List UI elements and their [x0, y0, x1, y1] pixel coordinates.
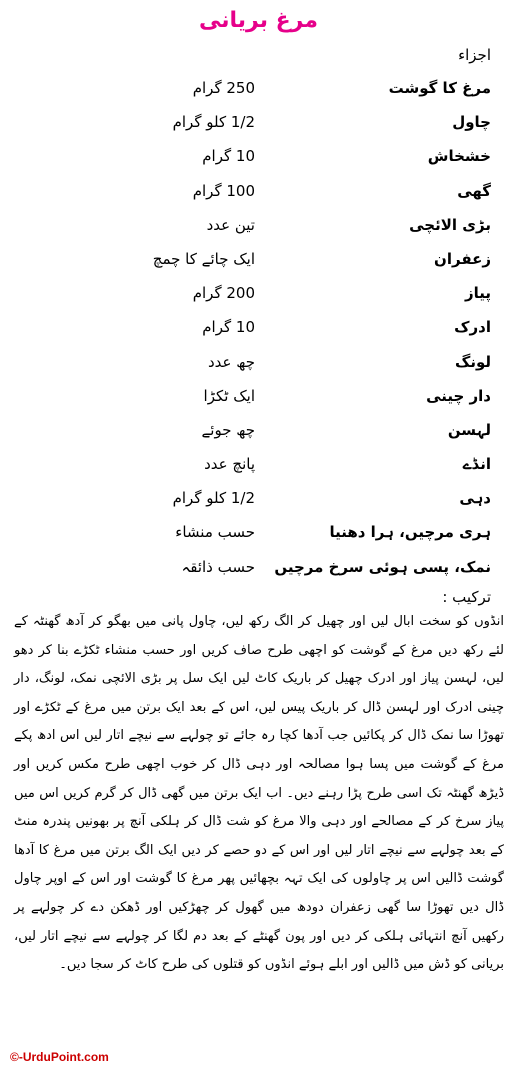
ingredient-quantity: حسب ذائقہ [181, 557, 255, 576]
ingredient-row [0, 489, 517, 523]
ingredient-quantity: 200 گرام [192, 284, 255, 303]
ingredient-row [0, 421, 517, 455]
ingredient-quantity: تین عدد [206, 215, 255, 234]
ingredient-row [0, 523, 517, 557]
ingredient-name: بڑی الائچی [409, 215, 491, 234]
ingredient-row [0, 455, 517, 489]
ingredient-quantity: حسب منشاء [175, 523, 255, 542]
ingredient-quantity: پانچ عدد [204, 455, 255, 474]
ingredient-name: ادرک [454, 318, 491, 337]
ingredient-name: دہی [459, 489, 491, 508]
ingredient-quantity: چھ جوئے [201, 420, 255, 439]
ingredient-row [0, 182, 517, 216]
method-label: ترکیب : [442, 588, 491, 606]
ingredient-row [0, 147, 517, 181]
ingredient-name: خشخاش [427, 147, 491, 166]
ingredient-row [0, 387, 517, 421]
ingredient-name: پیاز [464, 284, 491, 303]
ingredient-row [0, 250, 517, 284]
ingredient-row [0, 113, 517, 147]
ingredient-row [0, 353, 517, 387]
ingredient-name: چاول [452, 113, 491, 132]
ingredient-name: ہری مرچیں، ہرا دھنیا [329, 523, 491, 542]
ingredient-row [0, 284, 517, 318]
page-title: مرغ بریانی [199, 8, 318, 33]
ingredient-row [0, 79, 517, 113]
ingredient-quantity: 250 گرام [192, 79, 255, 97]
ingredient-quantity: 1/2 کلو گرام [172, 489, 255, 508]
ingredient-name: لونگ [454, 352, 491, 371]
ingredient-row [0, 558, 517, 592]
ingredient-quantity: ایک چائے کا چمچ [152, 249, 255, 268]
ingredient-quantity: چھ عدد [207, 352, 255, 371]
ingredient-row [0, 216, 517, 250]
ingredient-name: انڈے [462, 455, 491, 474]
ingredient-name: لہسن [447, 420, 491, 439]
ingredient-name: زعفران [434, 249, 491, 268]
ingredient-quantity: ایک ٹکڑا [203, 386, 255, 405]
ingredient-row [0, 318, 517, 352]
copyright-footer: ©-UrduPoint.com [10, 1050, 109, 1064]
ingredient-quantity: 1/2 کلو گرام [172, 113, 255, 132]
ingredient-name: گھی [457, 181, 491, 200]
ingredients-list [0, 79, 517, 592]
ingredient-quantity: 100 گرام [192, 181, 255, 200]
ingredient-name: نمک، پسی ہوئی سرخ مرچیں [274, 557, 491, 576]
ingredient-quantity: 10 گرام [202, 318, 255, 337]
ingredient-name: دار چینی [426, 386, 491, 405]
method-text: انڈوں کو سخت ابال لیں اور چھیل کر الگ رکھ لیں، چاول پانی میں بھگو کر آدھ گھنٹہ کے لئے رکھ دیں مرغ کے گوشت کو اچھی طرح صاف کریں اور حسب منشاء ٹکڑے بنا کر دھو لیں، لہسن پیاز اور ادرک چھیل کر باریک کاٹ لیں ایک سل پر بڑی الائچی نمک، لونگ، دار چینی ادرک اور لہسن ڈال کر باریک پیس لیں، اس کے بعد ایک برتن میں مرغ کے ٹکڑے اور تھوڑا سا نمک ڈال کر پکائیں جب آدھا کچا رہ جائے تو چولہے سے نیچے اتار لیں اس ادھ پکے مرغ کے گوشت میں پسا ہوا مصالحہ اور دہی ڈال کر خوب اچھی طرح مکس کریں اور ڈیڑھ گھنٹہ تک اسی طرح پڑا رہنے دیں۔ اب ایک برتن میں گھی ڈال کر گرم کریں اس میں پیاز سرخ کر کے مصالحے اور دہی والا مرغ کو شت ڈال کر ہلکی آنچ پر بھونیں پندرہ منٹ کے بعد چولہے سے نیچے اتار لیں اور اس کے دو حصے کر دیں ایک الگ برتن میں مرغ کا آدھا گوشت ڈالیں اس پر چاولوں کی ایک تہہ بچھائیں پھر مرغ کا گوشت اور اس کے اوپر چاول ڈال دیں تھوڑا سا گھی زعفران دودھ میں گھول کر چھڑکیں اور ڈھکن دے کر چولہے پر رکھیں آنچ انتہائی ہلکی کر دیں اور پون گھنٹے کے بعد دم لگا کر چولہے سے نیچے اتار لیں، بریانی کو ڈش میں ڈالیں اور ابلے ہوئے انڈوں کو قتلوں کی طرح کاٹ کر سجا دیں۔ [14, 614, 504, 973]
ingredients-label: اجزاء [458, 46, 491, 64]
ingredient-name: مرغ کا گوشت [388, 79, 491, 97]
ingredient-quantity: 10 گرام [202, 147, 255, 166]
